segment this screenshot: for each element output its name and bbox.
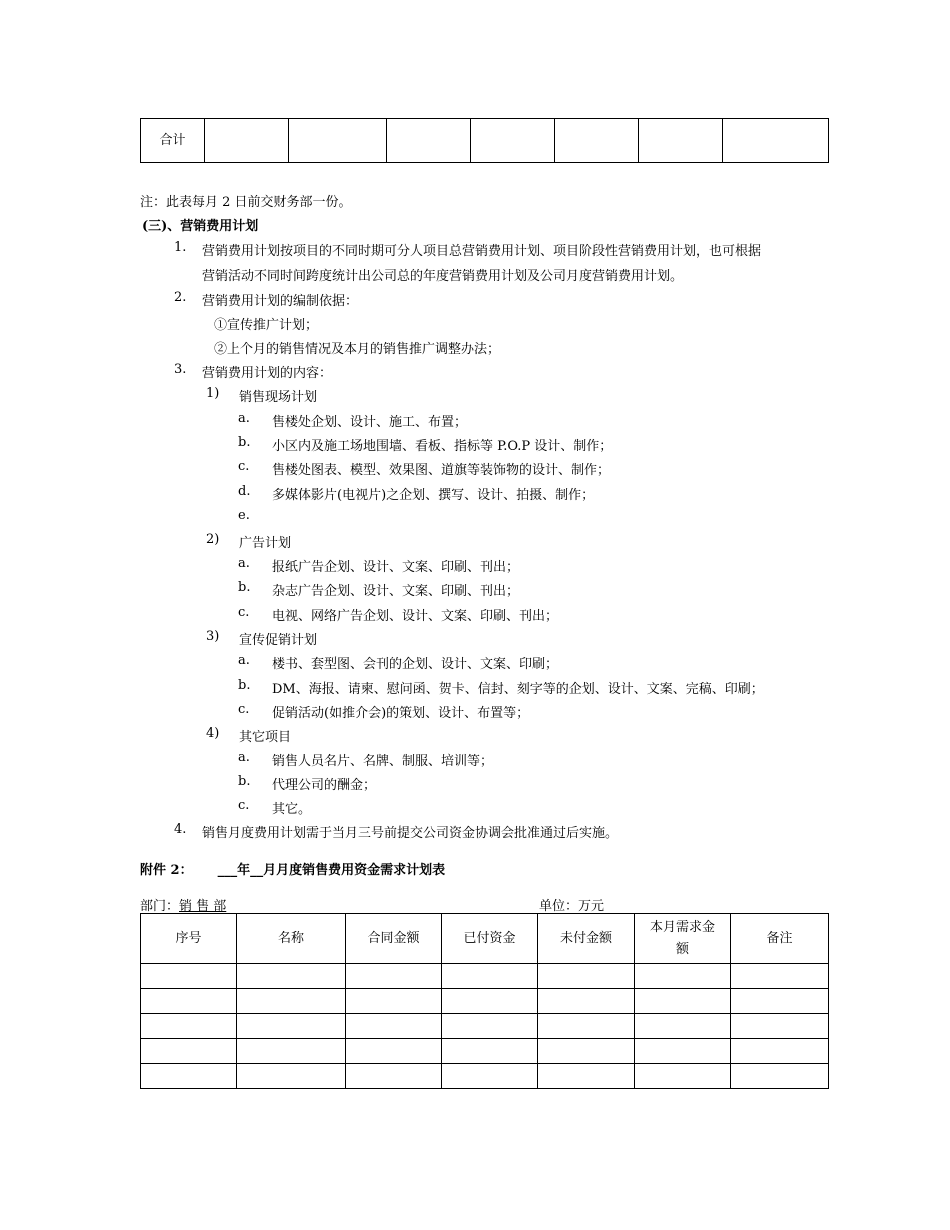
table-cell[interactable] xyxy=(442,1064,538,1089)
table-cell[interactable] xyxy=(635,1064,731,1089)
sub-letter: d. xyxy=(238,484,251,499)
table-cell[interactable] xyxy=(538,1039,635,1064)
dept-value: 销 售 部 xyxy=(179,899,227,914)
sub-letter: c. xyxy=(238,702,250,717)
sub-title: 其它项目 xyxy=(239,730,292,745)
sub-letter: b. xyxy=(238,774,251,789)
appendix-title-rest: 月月度销售费用资金需求计划表 xyxy=(263,863,446,878)
section-title: (三)、营销费用计划 xyxy=(142,219,259,234)
header-contract-amount: 合同金额 xyxy=(346,914,442,964)
sub-text: 售楼处图表、模型、效果图、道旗等装饰物的设计、制作； xyxy=(272,463,611,478)
table-row xyxy=(141,989,829,1014)
table-row xyxy=(141,1039,829,1064)
appendix-label: 附件 2： xyxy=(140,863,193,878)
sub-letter: c. xyxy=(238,605,250,620)
total-table xyxy=(140,118,829,163)
table-cell[interactable] xyxy=(731,1039,829,1064)
unit-label: 单位：万元 xyxy=(539,899,605,914)
sub-text: 促销活动(如推介会)的策划、设计、布置等； xyxy=(272,706,530,721)
sub-text: 杂志广告企划、设计、文案、印刷、刊出； xyxy=(272,584,520,599)
table-cell[interactable] xyxy=(237,1039,346,1064)
total-cell[interactable] xyxy=(387,119,471,163)
sub-text: 楼书、套型图、会刊的企划、设计、文案、印刷； xyxy=(272,657,559,672)
table-cell[interactable] xyxy=(237,1014,346,1039)
sub-number: 4) xyxy=(206,726,220,741)
sub-number: 1) xyxy=(206,386,220,401)
table-cell[interactable] xyxy=(538,964,635,989)
item-text: 营销费用计划按项目的不同时期可分人项目总营销费用计划、项目阶段性营销费用计划，也可根据 xyxy=(202,244,762,259)
sub-text: 多媒体影片(电视片)之企划、撰写、设计、拍摄、制作； xyxy=(272,488,595,503)
table-cell[interactable] xyxy=(237,1064,346,1089)
table-cell[interactable] xyxy=(635,964,731,989)
table-cell[interactable] xyxy=(141,1064,237,1089)
sub-letter: c. xyxy=(238,459,250,474)
month-blank: __ xyxy=(250,863,264,878)
sub-title: 广告计划 xyxy=(239,536,292,551)
sub-number: 2) xyxy=(206,532,220,547)
table-cell[interactable] xyxy=(346,1014,442,1039)
sub-letter: a. xyxy=(238,653,250,668)
table-cell[interactable] xyxy=(141,1014,237,1039)
total-cell[interactable] xyxy=(471,119,555,163)
appendix-title xyxy=(140,859,445,878)
header-paid: 已付资金 xyxy=(442,914,538,964)
sub-letter: c. xyxy=(238,798,250,813)
dept-label: 部门： xyxy=(140,899,180,914)
table-cell[interactable] xyxy=(346,1064,442,1089)
sub-letter: b. xyxy=(238,435,251,450)
total-cell[interactable] xyxy=(723,119,829,163)
table-cell[interactable] xyxy=(538,1014,635,1039)
sub-number: 3) xyxy=(206,629,220,644)
table-cell[interactable] xyxy=(442,1014,538,1039)
table-row xyxy=(141,1014,829,1039)
sub-text: 电视、网络广告企划、设计、文案、印刷、刊出； xyxy=(272,609,559,624)
header-monthly-need-line2: 额 xyxy=(675,941,689,957)
table-cell[interactable] xyxy=(635,989,731,1014)
year-text: 年 xyxy=(237,863,251,878)
dept-line xyxy=(140,895,232,914)
table-cell[interactable] xyxy=(237,989,346,1014)
sub-text: 销售人员名片、名牌、制服、培训等； xyxy=(272,754,494,769)
item-text: 销售月度费用计划需于当月三号前提交公司资金协调会批准通过后实施。 xyxy=(202,826,619,841)
item-number: 4. xyxy=(174,822,187,837)
sub-text: 其它。 xyxy=(272,802,312,817)
basis-item: ②上个月的销售情况及本月的销售推广调整办法； xyxy=(214,342,501,357)
sub-letter: e. xyxy=(238,508,250,523)
header-monthly-need-line1: 本月需求金 xyxy=(649,919,715,935)
table-cell[interactable] xyxy=(237,964,346,989)
sub-letter: b. xyxy=(238,580,251,595)
table-cell[interactable] xyxy=(731,989,829,1014)
basis-item: ①宣传推广计划； xyxy=(214,318,319,333)
table-cell[interactable] xyxy=(442,989,538,1014)
table-cell[interactable] xyxy=(731,1064,829,1089)
fund-table xyxy=(140,913,829,1089)
item-text: 营销费用计划的编制依据： xyxy=(202,294,359,309)
sub-letter: a. xyxy=(238,556,250,571)
table-cell[interactable] xyxy=(141,1039,237,1064)
table-cell[interactable] xyxy=(635,1014,731,1039)
table-row xyxy=(141,964,829,989)
total-cell[interactable] xyxy=(555,119,639,163)
total-label: 合计 xyxy=(141,119,205,163)
item-number: 2. xyxy=(174,290,187,305)
table-cell[interactable] xyxy=(346,1039,442,1064)
table-cell[interactable] xyxy=(141,989,237,1014)
table-cell[interactable] xyxy=(346,989,442,1014)
item-number: 3. xyxy=(174,362,187,377)
sub-text: DM、海报、请柬、慰问函、贺卡、信封、刻字等的企划、设计、文案、完稿、印刷； xyxy=(272,682,764,697)
total-cell[interactable] xyxy=(639,119,723,163)
sub-title: 销售现场计划 xyxy=(239,390,318,405)
table-cell[interactable] xyxy=(731,1014,829,1039)
sub-letter: a. xyxy=(238,750,250,765)
header-unpaid: 未付金额 xyxy=(538,914,635,964)
item-number: 1. xyxy=(174,240,187,255)
sub-letter: b. xyxy=(238,678,251,693)
header-seq: 序号 xyxy=(141,914,237,964)
item-text: 营销活动不同时间跨度统计出公司总的年度营销费用计划及公司月度营销费用计划。 xyxy=(202,269,684,284)
note: 注：此表每月 2 日前交财务部一份。 xyxy=(140,195,352,210)
item-text: 营销费用计划的内容： xyxy=(202,366,333,381)
sub-text: 小区内及施工场地围墙、看板、指标等 P.O.P 设计、制作； xyxy=(272,439,613,454)
header-monthly-need xyxy=(635,914,731,964)
table-cell[interactable] xyxy=(538,1064,635,1089)
table-row xyxy=(141,1064,829,1089)
table-cell[interactable] xyxy=(538,989,635,1014)
total-cell[interactable] xyxy=(289,119,387,163)
total-cell[interactable] xyxy=(205,119,289,163)
header-name: 名称 xyxy=(237,914,346,964)
table-cell[interactable] xyxy=(731,964,829,989)
sub-text: 代理公司的酬金； xyxy=(272,778,377,793)
table-cell[interactable] xyxy=(442,964,538,989)
sub-text: 报纸广告企划、设计、文案、印刷、刊出； xyxy=(272,560,520,575)
header-remark: 备注 xyxy=(731,914,829,964)
table-cell[interactable] xyxy=(141,964,237,989)
table-cell[interactable] xyxy=(346,964,442,989)
sub-title: 宣传促销计划 xyxy=(239,633,318,648)
sub-letter: a. xyxy=(238,411,250,426)
table-cell[interactable] xyxy=(442,1039,538,1064)
year-blank: ___ xyxy=(217,863,238,878)
sub-text: 售楼处企划、设计、施工、布置； xyxy=(272,415,468,430)
table-cell[interactable] xyxy=(635,1039,731,1064)
